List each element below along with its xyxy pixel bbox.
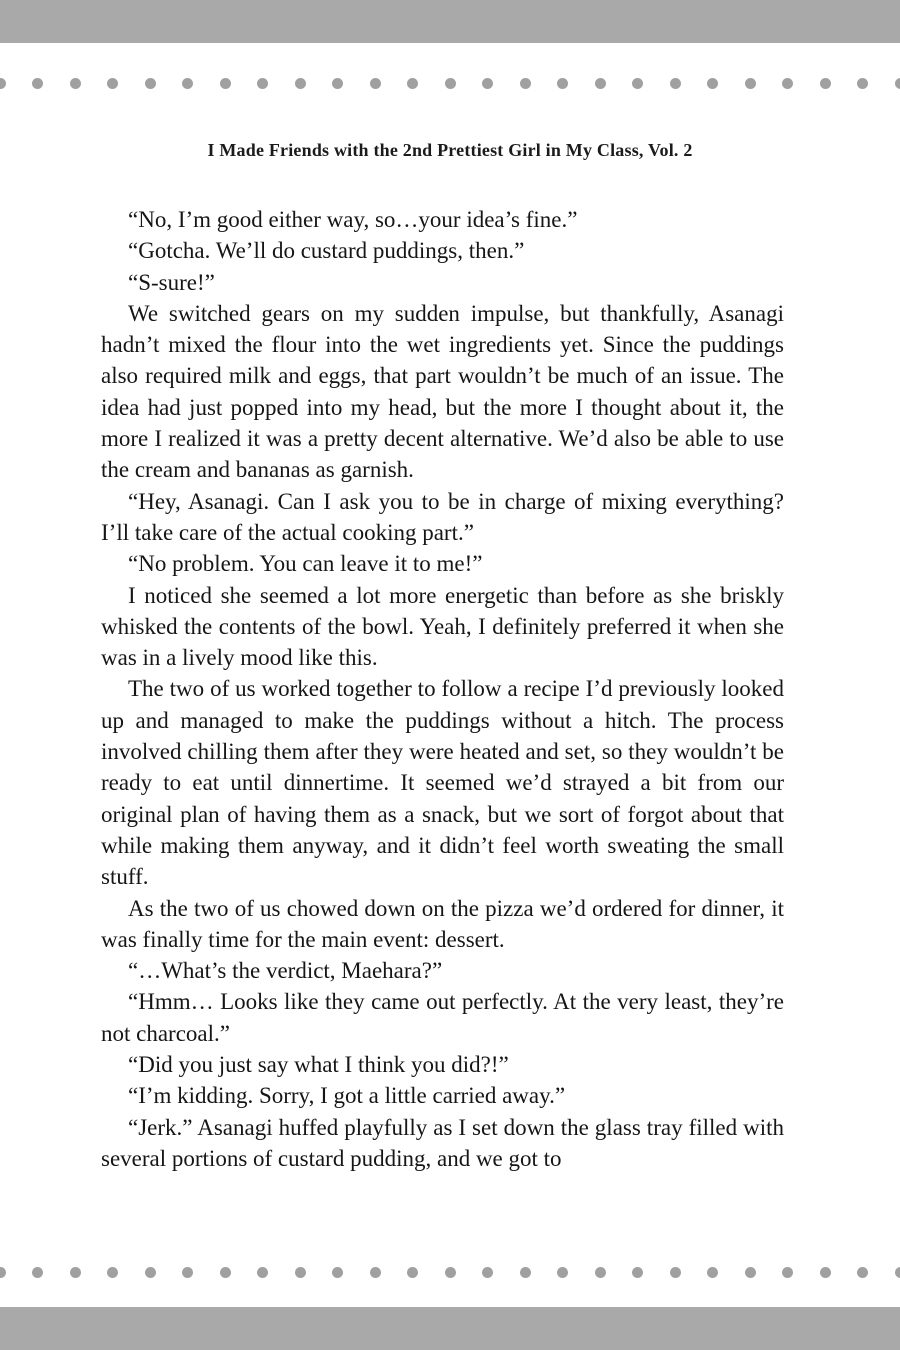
- dotted-separator-top: [0, 77, 900, 89]
- dot: [182, 78, 193, 89]
- dot: [520, 78, 531, 89]
- dot: [107, 1267, 118, 1278]
- dot: [557, 78, 568, 89]
- page-body-text: [101, 204, 784, 1174]
- dot: [0, 78, 6, 89]
- dot: [70, 1267, 81, 1278]
- dot: [32, 1267, 43, 1278]
- dot: [745, 1267, 756, 1278]
- book-title: I Made Friends with the 2nd Prettiest Girl in My Class, Vol. 2: [207, 140, 693, 160]
- dot: [145, 78, 156, 89]
- dot: [257, 1267, 268, 1278]
- dot: [70, 78, 81, 89]
- dot: [295, 1267, 306, 1278]
- paragraph: We switched gears on my sudden impulse, but thankfully, Asanagi hadn’t mixed the flour into the wet ingredients yet. Since the puddings also required milk and eggs, that part wouldn’t be much of an issue. The idea had just popped into my head, but the more I thought about it, the more I realized it was a pretty decent alternative. We’d also be able to use the cream and bananas as garnish.: [101, 300, 784, 483]
- dot: [482, 78, 493, 89]
- dot: [482, 1267, 493, 1278]
- dot: [895, 1267, 900, 1278]
- top-border-bar: [0, 0, 900, 43]
- dot: [107, 78, 118, 89]
- dot: [407, 78, 418, 89]
- dot: [782, 78, 793, 89]
- dot: [445, 1267, 456, 1278]
- dot: [145, 1267, 156, 1278]
- dot: [407, 1267, 418, 1278]
- dot: [670, 78, 681, 89]
- paragraph: The two of us worked together to follow a recipe I’d previously looked up and managed to make the puddings without a hitch. The process involved chilling them after they were heated and set, so they wouldn’t be ready to eat until dinnertime. It seemed we’d strayed a bit from our original plan of having them as a snack, but we sort of forgot about that while making them anyway, and it didn’t feel worth sweating the small stuff.: [101, 676, 784, 890]
- dot: [820, 1267, 831, 1278]
- dot: [557, 1267, 568, 1278]
- dot: [182, 1267, 193, 1278]
- paragraph: “Jerk.” Asanagi huffed playfully as I set down the glass tray filled with several portions of custard pudding, and we got to: [101, 1114, 784, 1171]
- dot: [745, 78, 756, 89]
- bottom-border-bar: [0, 1307, 900, 1350]
- dot: [32, 78, 43, 89]
- paragraph: As the two of us chowed down on the pizza we’d ordered for dinner, it was finally time for the main event: dessert.: [101, 895, 784, 952]
- paragraph: “…What’s the verdict, Maehara?”: [128, 958, 443, 984]
- dot: [370, 1267, 381, 1278]
- dot: [220, 78, 231, 89]
- dot: [820, 78, 831, 89]
- dot: [632, 1267, 643, 1278]
- dot: [0, 1267, 6, 1278]
- dot: [332, 78, 343, 89]
- dot: [632, 78, 643, 89]
- dot: [670, 1267, 681, 1278]
- dot: [332, 1267, 343, 1278]
- paragraph: “No, I’m good either way, so…your idea’s fine.”: [128, 207, 578, 232]
- running-header: [0, 140, 900, 161]
- dot: [295, 78, 306, 89]
- dot: [445, 78, 456, 89]
- paragraph: “Hmm… Looks like they came out perfectly. At the very least, they’re not charcoal.”: [101, 989, 784, 1046]
- dot: [895, 78, 900, 89]
- paragraph: “S-sure!”: [128, 269, 215, 295]
- paragraph: “No problem. You can leave it to me!”: [128, 551, 483, 577]
- paragraph: “Hey, Asanagi. Can I ask you to be in charge of mixing everything? I’ll take care of the actual cooking part.”: [101, 488, 784, 545]
- paragraph: “Gotcha. We’ll do custard puddings, then.”: [128, 238, 525, 264]
- dot: [857, 78, 868, 89]
- paragraph: “Did you just say what I think you did?!”: [128, 1052, 509, 1078]
- dot: [782, 1267, 793, 1278]
- paragraph: “I’m kidding. Sorry, I got a little carried away.”: [128, 1083, 566, 1109]
- dot: [857, 1267, 868, 1278]
- dot: [595, 78, 606, 89]
- dotted-separator-bottom: [0, 1266, 900, 1278]
- dot: [370, 78, 381, 89]
- dot: [220, 1267, 231, 1278]
- dot: [520, 1267, 531, 1278]
- dot: [707, 78, 718, 89]
- dot: [707, 1267, 718, 1278]
- dot: [595, 1267, 606, 1278]
- paragraph: I noticed she seemed a lot more energetic than before as she briskly whisked the contents of the bowl. Yeah, I definitely preferred it when she was in a lively mood like this.: [101, 582, 784, 671]
- dot: [257, 78, 268, 89]
